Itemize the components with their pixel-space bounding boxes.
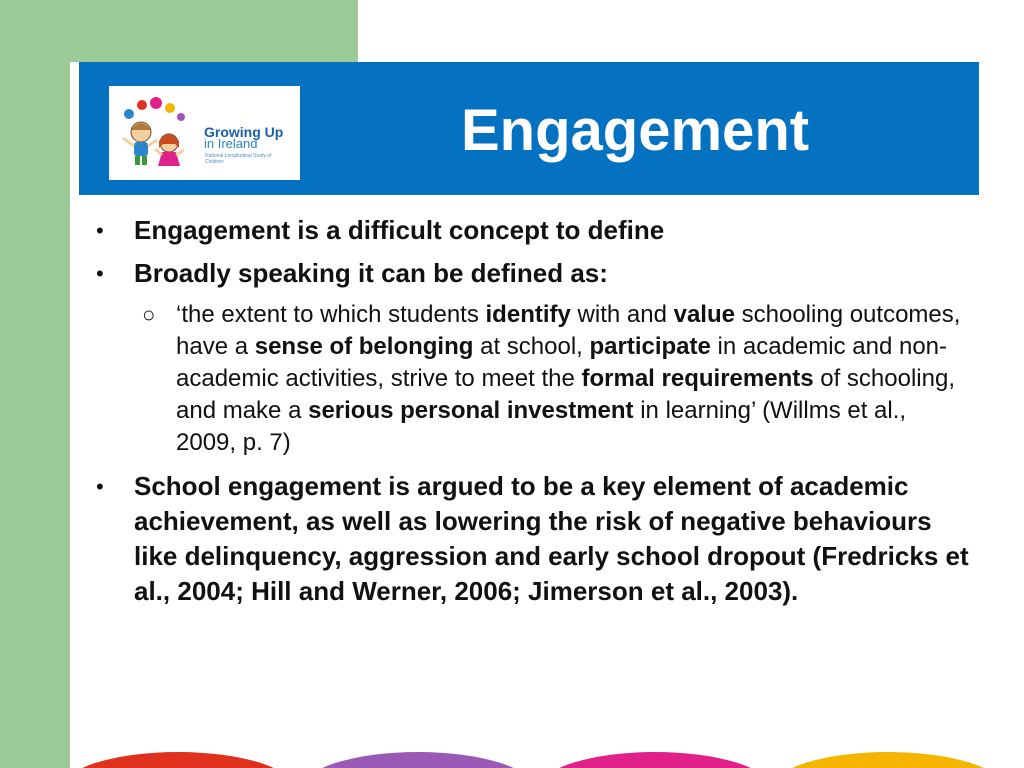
quote-segment: schooling outcomes, have a — [176, 301, 961, 360]
purple-arc-shape — [303, 752, 533, 768]
bottom-decorative-arcs — [0, 748, 1024, 768]
quote-segment: in academic and non-academic activities, strive to meet the — [176, 333, 948, 392]
quote-emphasis: identify — [485, 301, 571, 328]
bullet-dot-icon: • — [96, 218, 104, 243]
top-green-block — [70, 0, 358, 62]
logo-tagline: National Longitudinal Study of Children — [205, 153, 272, 165]
quote-emphasis: value — [673, 301, 735, 328]
bullet-text: Broadly speaking it can be defined as: — [134, 258, 608, 288]
quote-segment: at school, — [473, 333, 590, 360]
bullet-text: Engagement is a difficult concept to define — [134, 215, 665, 245]
bullet-dot-icon: • — [96, 261, 104, 286]
yellow-arc-shape — [773, 752, 1003, 768]
bullet-dot-icon: • — [96, 474, 104, 499]
quote-segment: with and — [570, 301, 674, 328]
bullet-item — [90, 469, 970, 609]
logo-subtitle: in Ireland — [204, 136, 258, 151]
bullet-text: School engagement is argued to be a key element of academic achievement, as well as lowering the risk of negative behaviours like delinquency, aggression and early school dropout (Fredricks et al., 2004; Hill and Werner, 2006; Jimerson et al., 2003). — [134, 471, 969, 606]
bullet-item — [90, 256, 970, 291]
quote-emphasis: formal requirements — [581, 365, 814, 392]
quote-segment: in learning’ (Willms et al., 2009, p. 7) — [176, 397, 907, 456]
red-arc-shape — [63, 752, 293, 768]
quote-segment: of schooling, and make a — [176, 365, 955, 424]
slide-header — [79, 62, 979, 195]
magenta-arc-shape — [540, 752, 770, 768]
quote-emphasis: participate — [589, 333, 711, 360]
slide-title: Engagement — [461, 98, 810, 163]
growing-up-in-ireland-logo — [109, 86, 300, 180]
quote-emphasis: serious personal investment — [308, 397, 634, 424]
sub-bullet-quote — [90, 299, 970, 459]
side-green-band — [0, 0, 70, 768]
logo-title: Growing Up — [204, 124, 284, 140]
slide-content — [90, 213, 970, 617]
quote-segment: ‘the extent to which students — [176, 301, 486, 328]
bullet-item — [90, 213, 970, 248]
hollow-circle-bullet-icon: ○ — [142, 302, 156, 327]
quote-text — [176, 301, 960, 456]
quote-emphasis: sense of belonging — [254, 333, 474, 360]
